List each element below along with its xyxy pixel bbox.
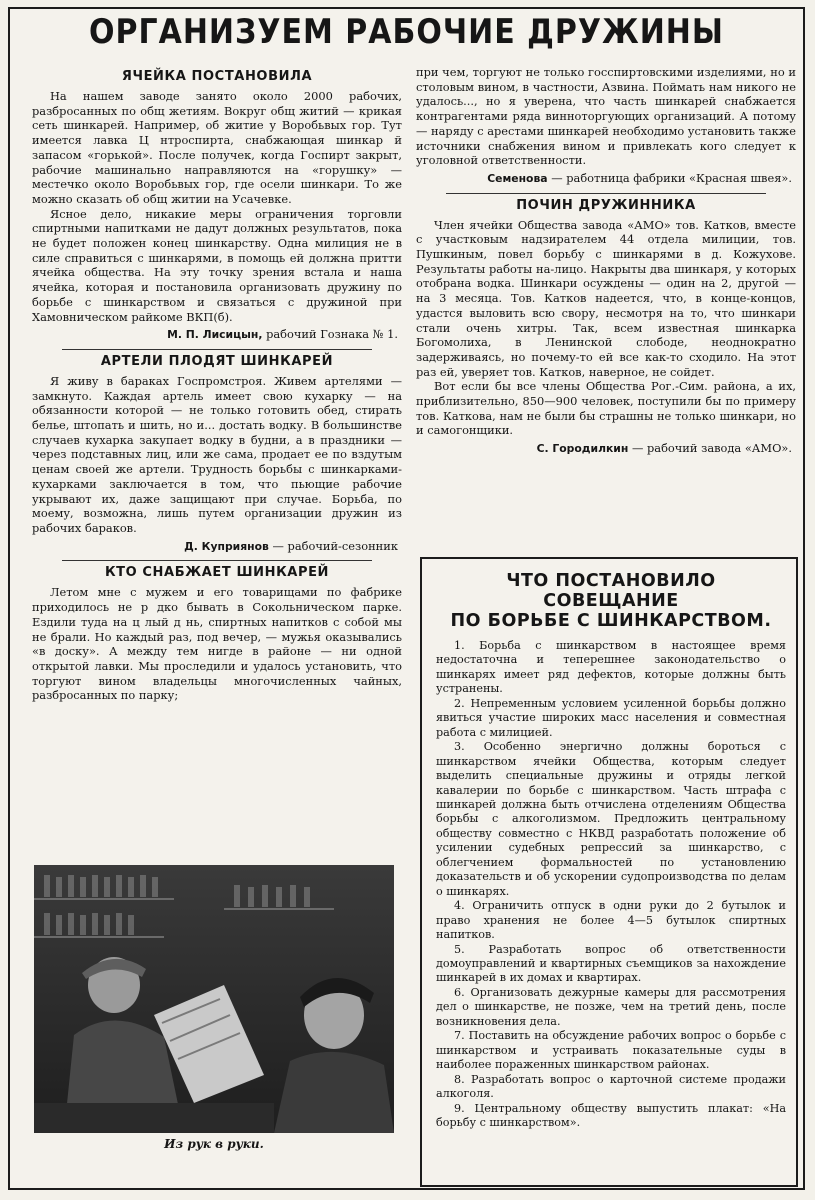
resolution-item: 9. Центральному обществу выпустить плакат: «На борьбу с шинкарством». — [436, 1101, 786, 1129]
article-paragraph: при чем, торгуют не только госспиртовскими изделиями, но и столовым вином, в частности, Азвина. Поймать нам никого не удалось..., но я уверена, что часть шинкарей снабжается контрагентами ряда винноторгующих организаций. А потому — наряду с арестами шинкарей необходимо установить также источники снабжения вином и привлекать кого следует к уголовной ответственности. — [416, 65, 796, 168]
article-paragraph: На нашем заводе занято около 2000 рабочих, разбросанных по общ жетиям. Вокруг общ житий — крикая сеть шинкарей. Например, об житие у Воробьвых гор. Тут имеется лавка Ц нтроспирта, снабжающая шинкар й запасом «горькой». После получек, когда Госпирт закрыт, рабочие машинально направляются на «горушку» — местечко около Воробьвых гор, где осели шинкари. То же можно сказать об общ житии на Усачевке. — [32, 89, 402, 206]
resolution-list — [436, 639, 786, 1130]
article-artels — [32, 354, 402, 554]
magazine-page — [8, 7, 805, 1190]
article-heading: АРТЕЛИ ПЛОДЯТ ШИНКАРЕЙ — [100, 353, 334, 369]
resolution-heading-line2: ПО БОРЬБЕ С ШИНКАРСТВОМ. — [450, 611, 772, 631]
photo — [34, 865, 394, 1133]
resolution-item: 8. Разработать вопрос о карточной системе продажи алкоголя. — [436, 1072, 786, 1101]
resolution-item: 1. Борьба с шинкарством в настоящее время недостаточна и теперешнее законодательство о шинкарях имеет ряд дефектов, которые должны быть устранены. — [436, 639, 786, 696]
article-heading: ПОЧИН ДРУЖИННИКА — [516, 197, 696, 213]
author-role: — рабочий-сезонник — [272, 538, 398, 553]
resolution-heading-line1: ЧТО ПОСТАНОВИЛО СОВЕЩАНИЕ — [506, 571, 716, 611]
author-role: рабочий Гознака № 1. — [266, 327, 398, 342]
resolution-item: 5. Разработать вопрос об ответственности домоуправлений и квартирных съемщиков за нахождение шинкарей в их домах и квартирах. — [436, 942, 786, 985]
photo-caption: Из рук в руки. — [164, 1137, 264, 1151]
article-paragraph: Член ячейки Общества завода «АМО» тов. Катков, вместе с участковым надзирателем 44 отдела милиции, тов. Пушкиным, повел борьбу с шинкарями в д. Кожухове. Результаты работы на-лицо. Накрыты два шинкаря, у которых отобрана водка. Шинкари осуждены — один на 2, другой — на 3 месяца. Тов. Катков надеется, что, в конце-концов, удастся выловить всю свору, несмотря на то, что шинкари стали очень хитры. Так, всем известная шинкарка Богомолиха, в Ленинской слободе, неоднократно задерживаясь, но почему-то ей все как-то сходило. На этот раз ей, уверяет тов. Катков, наверное, не сойдет. — [416, 217, 796, 379]
right-column — [416, 65, 796, 463]
resolution-item: 7. Поставить на обсуждение рабочих вопрос о борьбе с шинкарством и устраивать показательные суды в наиболее пораженных шинкарством районах. — [436, 1029, 786, 1072]
photo-illustration — [34, 865, 394, 1133]
article-who-supplies — [32, 565, 402, 703]
article-paragraph: Я живу в бараках Госпромстроя. Живем артелями — замкнуто. Каждая артель имеет свою кухарку — на обязанности которой — не только готовить обед, стирать белье, штопать и шить, но и... достать водку. В большинстве случаев кухарка закупает водку в будни, а в праздники — через подставных лиц, или же сама, продает ее по вздутым ценам своей же артели. Трудность борьбы с шинкарками-кухарками заключается в том, что пьющие рабочие укрывают их, даже защищают при случае. Борьба, по моему, возможна, лишь путем организации дружин из рабочих бараков. — [32, 373, 402, 535]
article-signature — [416, 171, 792, 187]
author-name: Семенова — [487, 171, 548, 185]
article-paragraph: Летом мне с мужем и его товарищами по фабрике приходилось не р дко бывать в Сокольническом парке. Ездили туда на ц лый д нь, спиртных напитков с собой мы не брали. Но каждый раз, под вечер, — мужья оказывались «в доску». А между тем нигде в районе — ни одной открытой лавки. Мы проследили и удалось установить, что торгуют вином владельцы многочисленных чайных, разбросанных по парку; — [32, 585, 402, 703]
article-cell-decided — [32, 69, 402, 343]
page-title: ОРГАНИЗУЕМ РАБОЧИЕ ДРУЖИНЫ — [89, 12, 724, 53]
article-heading: ЯЧЕЙКА ПОСТАНОВИЛА — [121, 69, 313, 84]
article-druzhinnik-initiative — [416, 198, 796, 457]
article-who-supplies-continued — [416, 65, 796, 187]
divider — [446, 193, 766, 194]
divider — [62, 349, 372, 350]
resolution-heading — [436, 571, 786, 631]
author-role: — работница фабрики «Красная швея». — [551, 170, 792, 185]
author-name: Д. Куприянов — [184, 539, 269, 553]
article-signature — [32, 539, 398, 555]
resolution-item: 2. Непременным условием усиленной борьбы должно явиться участие широких масс населения и совместная работа с милицией. — [436, 696, 786, 739]
resolution-item: 3. Особенно энергично должны бороться с шинкарством ячейки Общества, которым следует выделить специальные дружины и отряды легкой кавалерии по борьбе с шинкарством. Часть штрафа с шинкарей должна быть отчислена отделениям Общества борьбы с алкоголизмом. Предложить центральному обществу совместно с НКВД разработать положение об усилении судебных репрессий за шинкарство, с облегчением формальностей по установлению доказательств и об ускорении судопроизводства по делам о шинкарях. — [436, 740, 786, 898]
article-paragraph: Ясное дело, никакие меры ограничения торговли спиртными напитками не дадут должных результатов, пока не будет положен конец шинкарству. Одна милиция не в силе справиться с шинкарями, в помощь ей должна притти ячейка общества. На эту точку зрения встала и наша ячейка, которая и постановила организовать дружину по борьбе с шинкарством и связаться с дружиной при Хамовническом райкоме ВКП(б). — [32, 206, 402, 324]
divider — [62, 560, 372, 561]
article-paragraph: Вот если бы все члены Общества Рог.-Сим. района, а их, приблизительно, 850—900 человек, поступили бы по примеру тов. Каткова, нам не были бы страшны не только шинкари, но и самогонщики. — [416, 379, 796, 438]
resolution-box — [420, 557, 798, 1187]
article-signature — [32, 327, 398, 343]
author-role: — рабочий завода «АМО». — [631, 441, 792, 456]
left-column — [32, 65, 402, 703]
author-name: М. П. Лисицын, — [167, 328, 263, 342]
resolution-item: 6. Организовать дежурные камеры для рассмотрения дел о шинкарстве, не позже, чем на третий день, после возникновения дела. — [436, 985, 786, 1028]
article-signature — [416, 441, 792, 457]
article-heading: КТО СНАБЖАЕТ ШИНКАРЕЙ — [104, 565, 330, 581]
author-name: С. Городилкин — [536, 442, 629, 456]
resolution-item: 4. Ограничить отпуск в одни руки до 2 бутылок и право хранения не более 4—5 бутылок спиртных напитков. — [436, 899, 786, 942]
